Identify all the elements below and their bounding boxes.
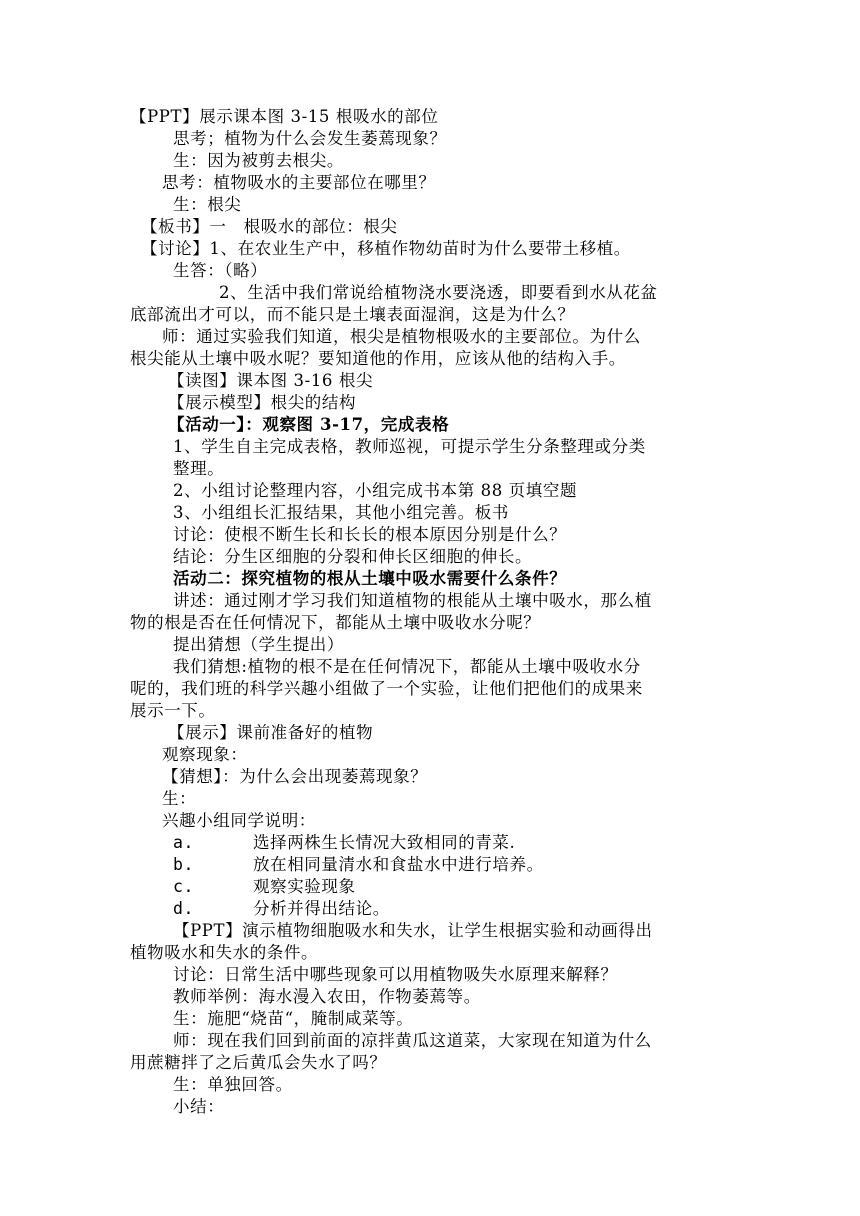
text-line: 【板书】一 根吸水的部位：根尖 [141, 217, 398, 236]
text-line: 生：因为被剪去根尖。 [173, 151, 344, 170]
text-line: 1、学生自主完成表格，教师巡视，可提示学生分条整理或分类 [173, 437, 646, 456]
text-line: 教师举例：海水漫入农田，作物萎蔫等。 [173, 987, 481, 1006]
text-line: 兴趣小组同学说明： [162, 811, 316, 830]
text-line: 讨论：使根不断生长和长长的根本原因分别是什么？ [173, 525, 567, 544]
text-line: 生： [162, 789, 197, 808]
text-line: 物的根是否在任何情况下，都能从土壤中吸收水分呢？ [130, 613, 541, 632]
text-line: 【讨论】1、在农业生产中，移植作物幼苗时为什么要带土移植。 [141, 239, 631, 258]
list-marker: b. [173, 855, 195, 874]
text-line: 展示一下。 [130, 701, 216, 720]
text-line: 【PPT】展示课本图 3-15 根吸水的部位 [130, 107, 439, 126]
text-line: 【展示】课前准备好的植物 [168, 723, 374, 742]
text-line: 小结： [173, 1097, 225, 1116]
text-line: 生：施肥“烧苗“，腌制咸菜等。 [173, 1009, 414, 1028]
text-line: 【猜想】：为什么会出现萎蔫现象？ [162, 767, 428, 786]
text-line: 【展示模型】根尖的结构 [168, 393, 357, 412]
list-item: 选择两株生长情况大致相同的青菜. [253, 833, 516, 852]
text-line: 生答：（略） [173, 261, 268, 280]
text-line: 用蔗糖拌了之后黄瓜会失水了吗？ [130, 1053, 387, 1072]
text-line: 根尖能从土壤中吸水呢？要知道他的作用，应该从他的结构入手。 [130, 349, 626, 368]
text-line: 我们猜想:植物的根不是在任何情况下，都能从土壤中吸收水分 [173, 657, 641, 676]
list-item: 放在相同量清水和食盐水中进行培养。 [253, 855, 544, 874]
text-line: 【读图】课本图 3-16 根尖 [168, 371, 374, 390]
text-line-bold: 【活动一】：观察图 3-17，完成表格 [168, 415, 450, 434]
list-item: 分析并得出结论。 [253, 899, 390, 918]
text-line: 植物吸水和失水的条件。 [130, 943, 319, 962]
text-line: 讲述：通过刚才学习我们知道植物的根能从土壤中吸水，那么植 [173, 591, 652, 610]
text-line: 师：现在我们回到前面的凉拌黄瓜这道菜，大家现在知道为什么 [173, 1031, 652, 1050]
text-line: 呢的，我们班的科学兴趣小组做了一个实验，让他们把他们的成果来 [130, 679, 643, 698]
list-marker: a. [173, 833, 195, 852]
text-line: 2、生活中我们常说给植物浇水要浇透，即要看到水从花盆 [219, 283, 658, 302]
text-line: 讨论：日常生活中哪些现象可以用植物吸失水原理来解释？ [173, 965, 618, 984]
list-item: 观察实验现象 [253, 877, 356, 896]
text-line: 结论：分生区细胞的分裂和伸长区细胞的伸长。 [173, 547, 533, 566]
text-line-bold: 活动二：探究植物的根从土壤中吸水需要什么条件？ [173, 569, 567, 588]
text-line: 提出猜想（学生提出） [173, 635, 344, 654]
text-line: 生：根尖 [173, 195, 242, 214]
text-line: 整理。 [173, 459, 225, 478]
text-line: 2、小组讨论整理内容，小组完成书本第 88 页填空题 [173, 481, 578, 500]
text-line: 思考；植物为什么会发生萎蔫现象？ [173, 129, 447, 148]
text-line: 3、小组组长汇报结果，其他小组完善。板书 [173, 503, 509, 522]
text-line: 观察现象： [162, 745, 248, 764]
text-line: 【PPT】演示植物细胞吸水和失水，让学生根据实验和动画得出 [173, 921, 653, 940]
text-line: 底部流出才可以，而不能只是土壤表面湿润，这是为什么？ [130, 305, 575, 324]
text-line: 思考：植物吸水的主要部位在哪里？ [162, 173, 436, 192]
list-marker: d. [173, 899, 195, 918]
text-line: 师：通过实验我们知道，根尖是植物根吸水的主要部位。为什么 [162, 327, 641, 346]
text-line: 生：单独回答。 [173, 1075, 293, 1094]
list-marker: c. [173, 877, 195, 896]
